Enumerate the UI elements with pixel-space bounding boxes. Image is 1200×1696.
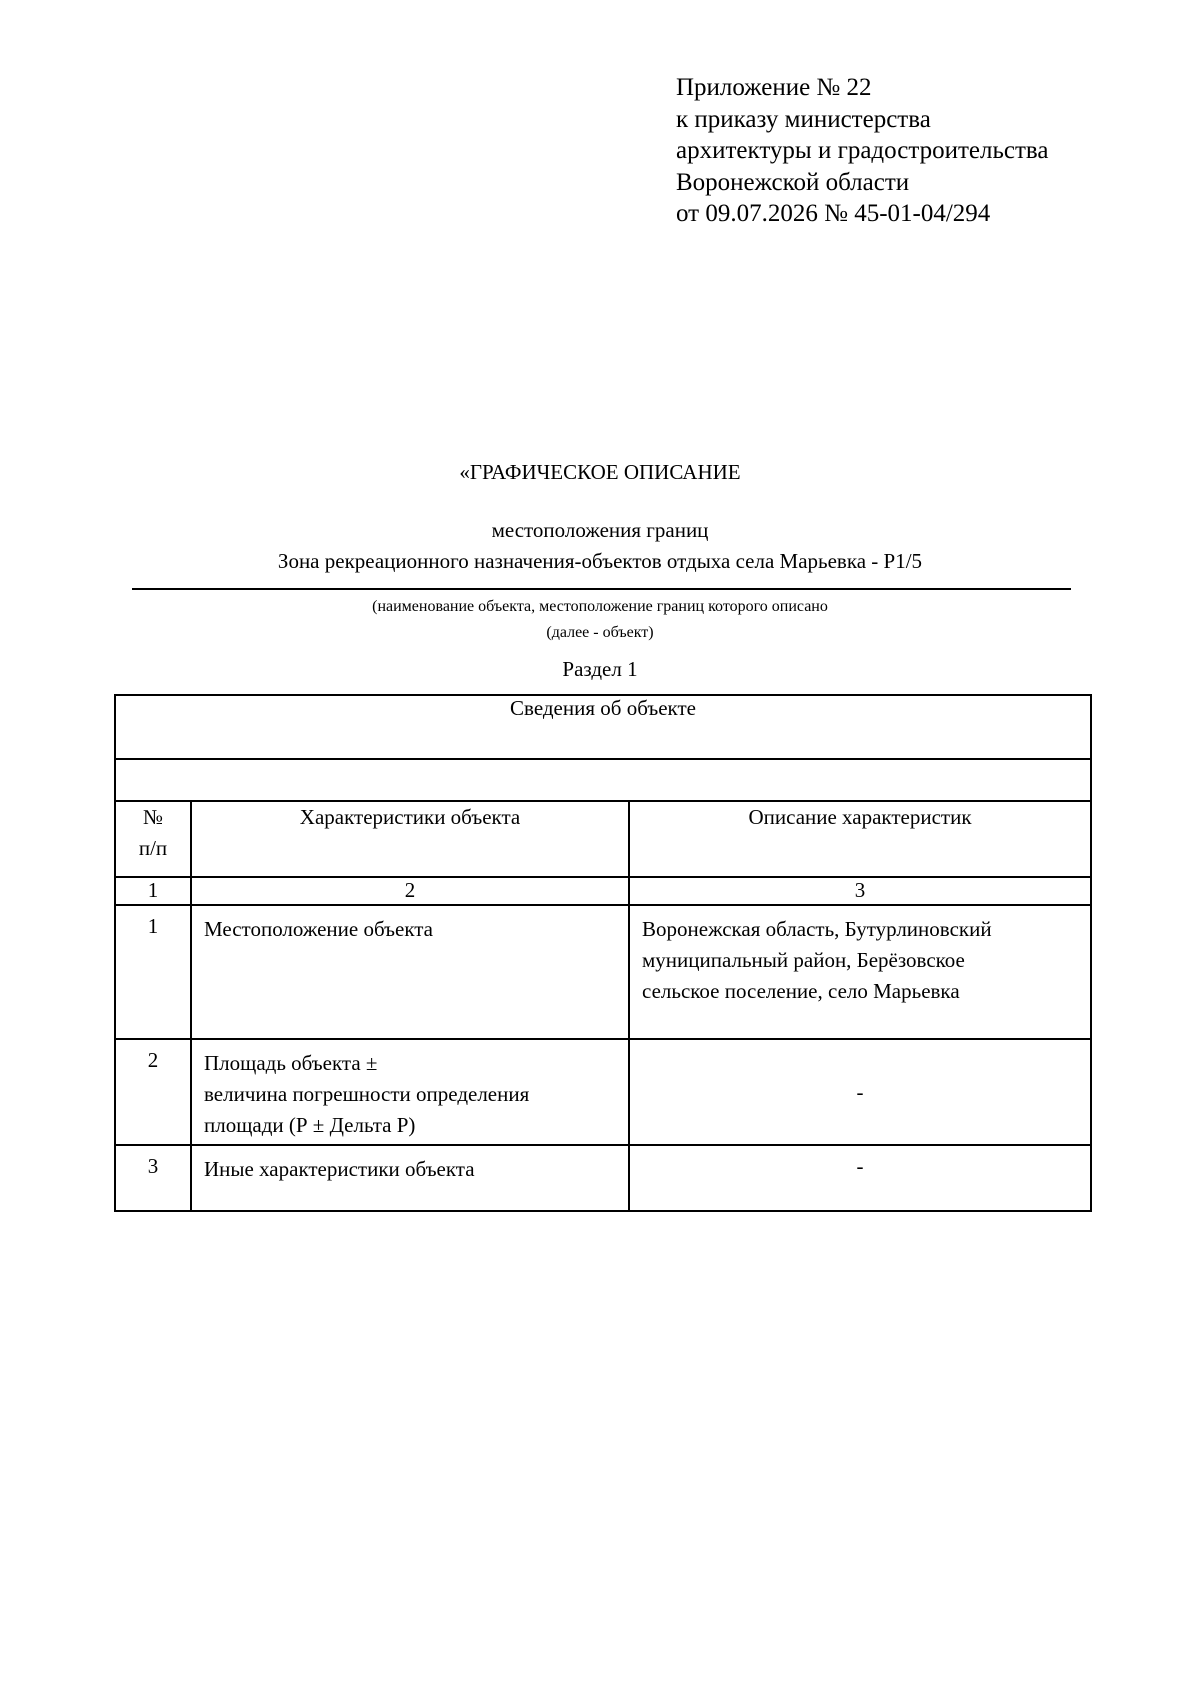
row-characteristic — [191, 1039, 629, 1145]
object-info-table — [114, 694, 1092, 1212]
table-row — [115, 905, 1091, 1039]
column-index-row — [115, 877, 1091, 905]
description-line-1: Воронежская область, Бутурлиновский — [642, 917, 992, 941]
rule-caption — [0, 594, 1200, 646]
table-row — [115, 1145, 1091, 1211]
row-number: 1 — [115, 905, 191, 1039]
column-header-num-line-2: п/п — [138, 836, 168, 860]
subtitle-line-1: местоположения границ — [491, 518, 709, 542]
column-header-num — [115, 801, 191, 877]
appendix-line-3: архитектуры и градостроительства — [676, 137, 1049, 164]
description-line-2: муниципальный район, Берёзовское — [642, 948, 965, 972]
table-heading-row — [115, 695, 1091, 759]
caption-line-2: (далее - объект) — [546, 624, 654, 641]
row-description: - — [629, 1039, 1091, 1145]
subtitle-line-2: Зона рекреационного назначения-объектов отдыха села Марьевка - Р1/5 — [277, 549, 923, 573]
document-title: «ГРАФИЧЕСКОЕ ОПИСАНИЕ — [459, 460, 741, 484]
row-characteristic: Местоположение объекта — [191, 905, 629, 1039]
appendix-line-1: Приложение № 22 — [676, 74, 872, 101]
column-index-1: 1 — [115, 877, 191, 905]
column-header-characteristics: Характеристики объекта — [191, 801, 629, 877]
caption-line-1: (наименование объекта, местоположение границ которого описано — [372, 598, 828, 615]
row-description — [629, 905, 1091, 1039]
table-heading: Сведения об объекте — [115, 695, 1091, 759]
underline-rule — [132, 588, 1071, 590]
appendix-line-2: к приказу министерства — [676, 105, 931, 133]
column-index-2: 2 — [191, 877, 629, 905]
appendix-line-4: Воронежской области — [676, 168, 910, 196]
appendix-block — [676, 72, 1048, 230]
column-header-row — [115, 801, 1091, 877]
empty-cell — [115, 759, 1091, 801]
characteristic-line-2: величина погрешности определения — [204, 1082, 530, 1106]
document-subtitle — [0, 515, 1200, 577]
row-number: 2 — [115, 1039, 191, 1145]
column-header-description: Описание характеристик — [629, 801, 1091, 877]
characteristic-line-3: площади (Р ± Дельта Р) — [204, 1113, 416, 1137]
row-description: - — [629, 1145, 1091, 1211]
row-number: 3 — [115, 1145, 191, 1211]
row-characteristic: Иные характеристики объекта — [191, 1145, 629, 1211]
column-index-3: 3 — [629, 877, 1091, 905]
table-row — [115, 1039, 1091, 1145]
appendix-line-5: от 09.07.2026 № 45-01-04/294 — [676, 200, 991, 227]
characteristic-line-1: Площадь объекта ± — [204, 1051, 378, 1075]
description-line-3: сельское поселение, село Марьевка — [642, 979, 960, 1003]
table-empty-row — [115, 759, 1091, 801]
column-header-num-line-1: № — [142, 805, 164, 829]
section-heading: Раздел 1 — [562, 657, 638, 681]
